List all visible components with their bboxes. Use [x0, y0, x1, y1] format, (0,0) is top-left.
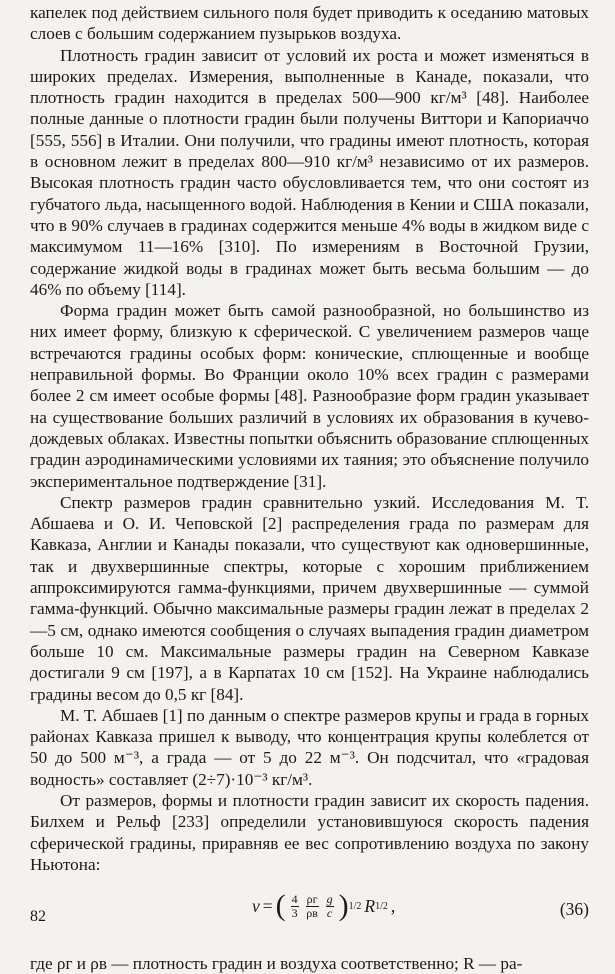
fraction-density-ratio: [306, 893, 319, 920]
paragraph-3: Форма градин может быть самой разнообразной, но большинство из них имеет форму, близкую к сферической. С увеличением размеров чаще встречаются градины особых форм: конические, сплющенные и вообще неправильной формы. Во Франции около 10% всех градин с размерами более 2 см имеет особые формы [48]. Разнообразие форм градин указывает на существование больших различий в условиях их образования в кучево-дождевых облаках. Известны попытки объяснить образование сплющенных градин аэродинамическими условиями их таяния; это объяснение получило экспериментальное подтверждение [31].: [30, 301, 589, 491]
formula-open-paren: (: [275, 889, 286, 923]
formula-lhs: v: [252, 895, 260, 916]
formula-equals: =: [262, 895, 273, 916]
formula-expression: [252, 891, 395, 921]
fraction-numerator: g: [326, 891, 333, 906]
fraction-numerator: ρг: [306, 891, 318, 906]
paragraph-4: Спектр размеров градин сравнительно узкий. Исследования М. Т. Абшаева и О. И. Чеповской [2] распределения града по размерам для Кавказа, Англии и Канады показали, что существуют как одновершинные, так и двухвершинные спектры, которые с хорошим приближением аппроксимируются гамма-функциями, причем двухвершинные — суммой гамма-функций. Обычно максимальные размеры градин лежат в пределах 2—5 см, однако имеются сообщения о случаях выпадения градин диаметром больше 10 см. Максимальные размеры градин на Северном Кавказе достигали 9 см [197], а в Карпатах 10 см [152]. На Украине наблюдались градины весом до 0,5 кг [84].: [30, 492, 589, 704]
paragraph-1: капелек под действием сильного поля будет приводить к оседанию матовых слоев с большим содержанием пузырьков воздуха.: [30, 3, 589, 44]
fraction-g-c: [326, 893, 334, 920]
page-number: 82: [30, 908, 46, 925]
fraction-denominator: 3: [291, 905, 298, 920]
fraction-4-3: [291, 893, 299, 920]
fraction-numerator: 4: [291, 891, 298, 906]
formula-radius-exponent: 1/2: [375, 900, 388, 912]
fraction-denominator: c: [326, 905, 333, 920]
paragraph-6: От размеров, формы и плотности градин зависит их скорость падения. Билхем и Рельф [233] определили установившуюся скорость падения сферической градины, приравняв ее вес сопротивлению воздуха по закону Ньютона:: [30, 790, 589, 874]
formula-inner-exponent: 1/2: [348, 900, 362, 912]
paragraph-2: Плотность градин зависит от условий их роста и может изменяться в широких пределах. Измерения, выполненные в Канаде, показали, что плотность градин находится в пределах 500—900 кг/м³ [48]. Наиболее полные данные о плотности градин были получены Виттори и Капориаччо [555, 556] в Италии. Они получили, что градины имеют плотность, которая в основном лежит в пределах 800—910 кг/м³ независимо от их размеров. Высокая плотность градин часто обусловливается тем, что они состоят из губчатого льда, насыщенного водой. Наблюдения в Кении и США показали, что в 90% случаев в градинах содержится меньше 4% воды в жидком виде с максимумом 11—16% [310]. По измерениям в Восточной Грузии, содержание жидкой воды в градинах может быть весьма большим — до 46% по объему [114].: [30, 45, 589, 299]
paragraph-after-formula: где ρг и ρв — плотность градин и воздуха соответственно; R — ра-: [30, 954, 523, 974]
equation-number: (36): [559, 899, 589, 920]
formula-comma: ,: [390, 895, 396, 916]
formula-36: [30, 875, 589, 953]
formula-radius: R: [364, 895, 376, 916]
formula-close-paren: ): [338, 889, 349, 923]
paragraph-5: М. Т. Абшаев [1] по данным о спектре размеров крупы и града в горных районах Кавказа пришел к выводу, что концентрация крупы колеблется от 50 до 500 м⁻³, а града — от 5 до 22 м⁻³. Он подсчитал, что «градовая водность» составляет (2÷7)·10⁻³ кг/м³.: [30, 705, 589, 789]
fraction-denominator: ρв: [306, 905, 318, 920]
